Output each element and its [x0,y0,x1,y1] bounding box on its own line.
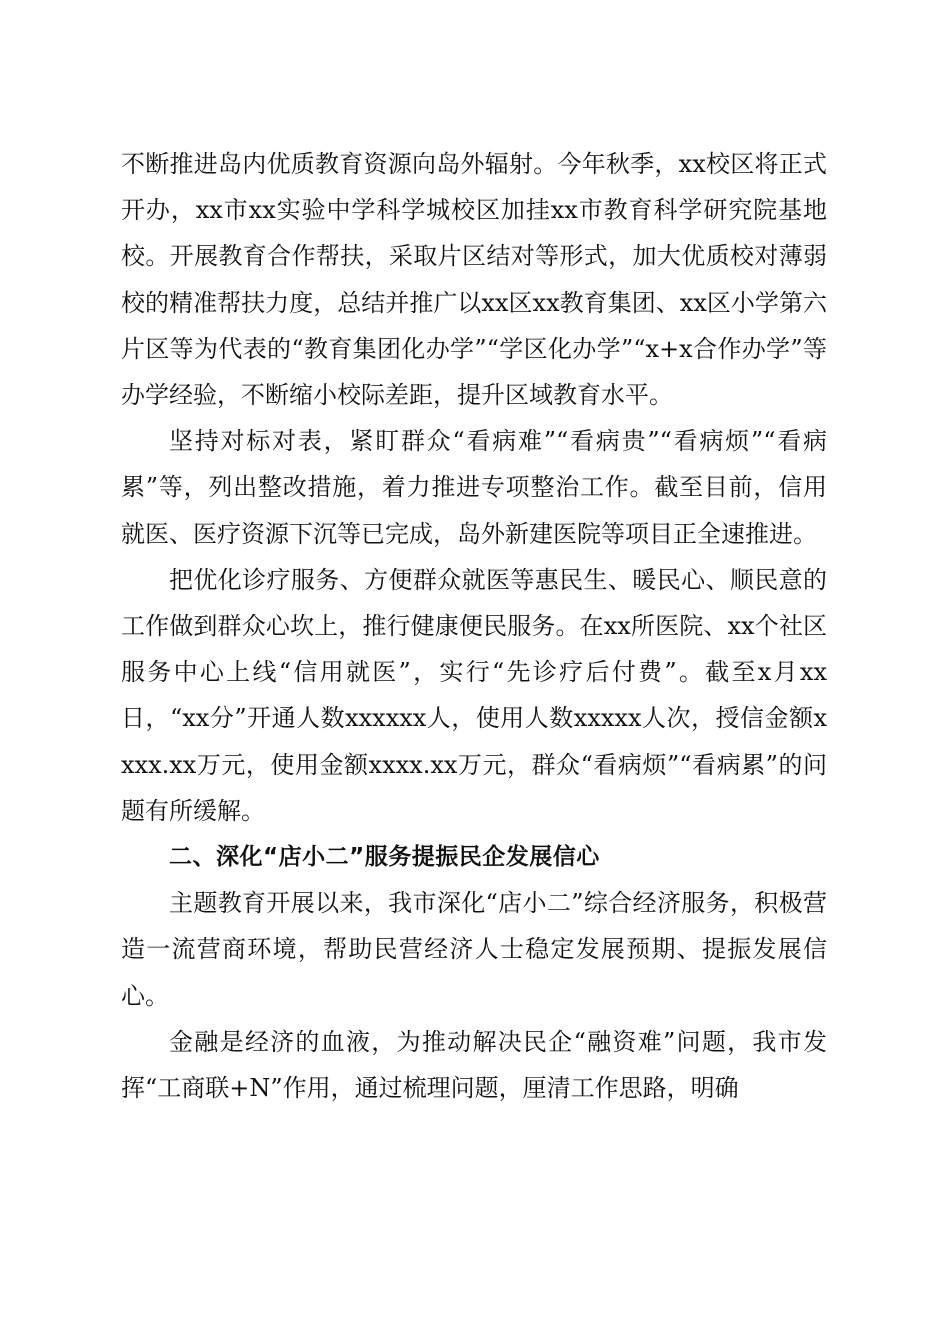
paragraph-business-service: 主题教育开展以来，我市深化“店小二”综合经济服务，积极营造一流营商环境，帮助民营经济人士稳定发展预期、提振发展信心。 [121,889,827,1010]
paragraph-medical-rectification: 坚持对标对表，紧盯群众“看病难”“看病贵”“看病烦”“看病累”等，列出整改措施，着力推进专项整治工作。截至目前，信用就医、医疗资源下沉等已完成，岛外新建医院等项目正全速推进。 [121,427,827,548]
paragraph-credit-medical: 把优化诊疗服务、方便群众就医等惠民生、暖民心、顺民意的工作做到群众心坎上，推行健康便民服务。在xx所医院、xx个社区服务中心上线“信用就医”，实行“先诊疗后付费”。截至x月xx日，“xx分”开通人数xxxxxx人，使用人数xxxxx人次，授信金额xxxx.xx万元，使用金额xxxx.xx万元，群众“看病烦”“看病累”的问题有所缓解。 [121,565,827,825]
paragraph-education-resources: 不断推进岛内优质教育资源向岛外辐射。今年秋季，xx校区将正式开办，xx市xx实验中学科学城校区加挂xx市教育科学研究院基地校。开展教育合作帮扶，采取片区结对等形式，加大优质校对薄弱校的精准帮扶力度，总结并推广以xx区xx教育集团、xx区小学第六片区等为代表的“教育集团化办学”“学区化办学”“x+x合作办学”等办学经验，不断缩小校际差距，提升区域教育水平。 [121,150,827,410]
document-page [121,141,827,1111]
section-heading-2: 二、深化“店小二”服务提振民企发展信心 [169,844,600,871]
paragraph-finance: 金融是经济的血液，为推动解决民企“融资难”问题，我市发挥“工商联+N”作用，通过梳理问题，厘清工作思路，明确 [121,1027,827,1103]
